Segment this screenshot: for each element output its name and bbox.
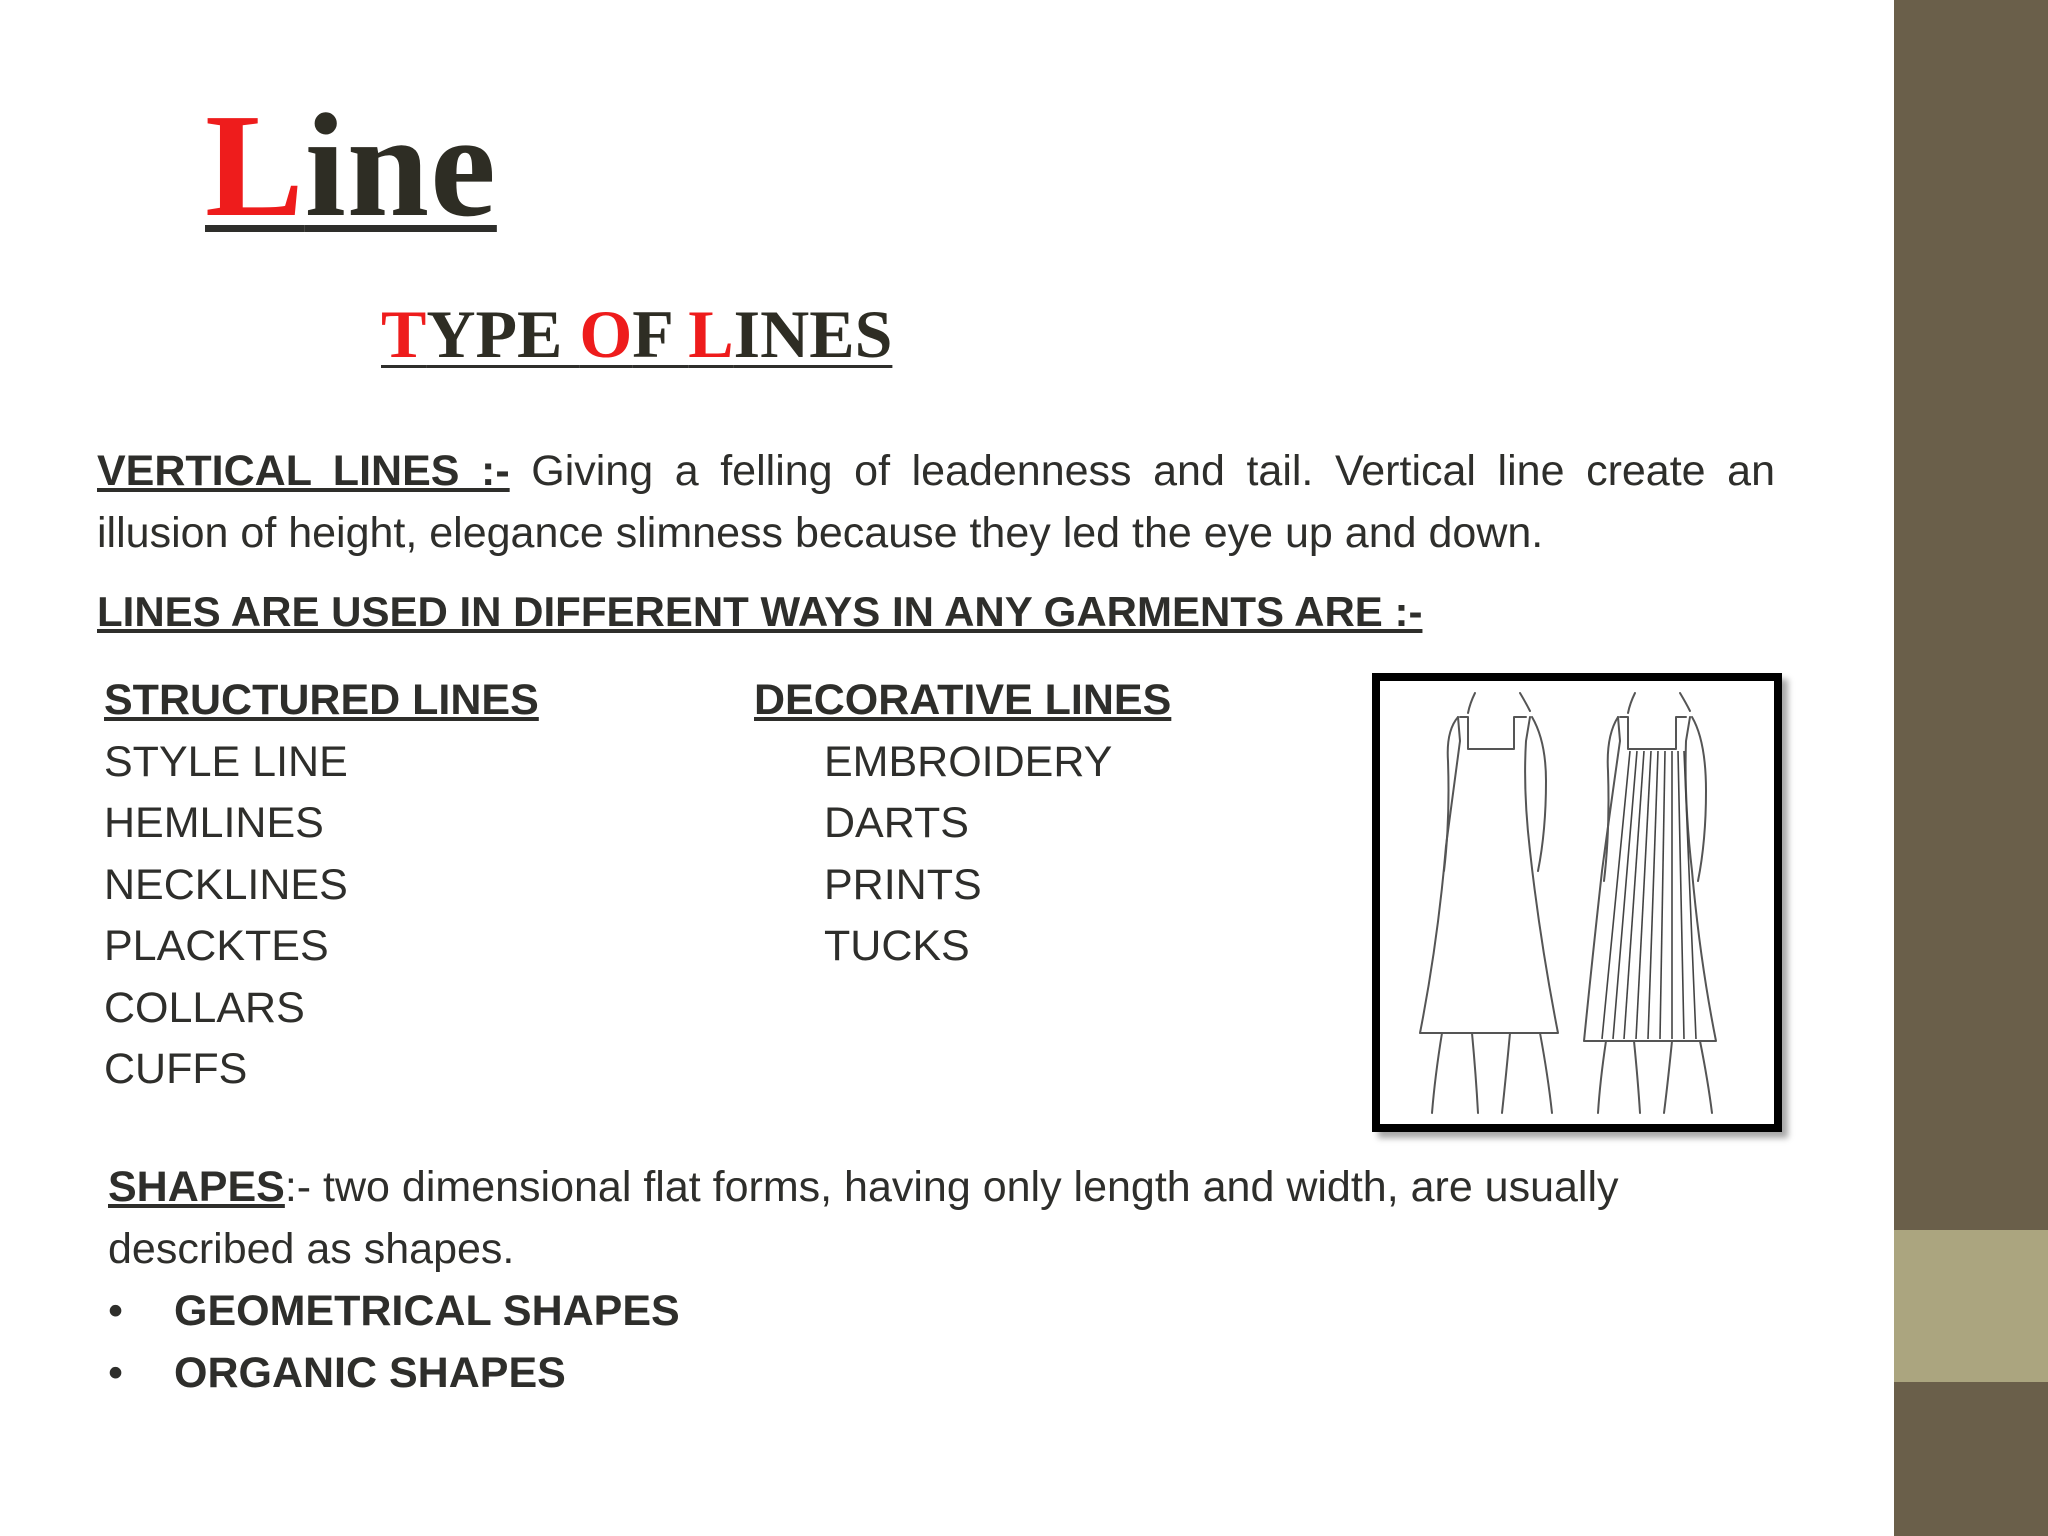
- structured-lines-column: [104, 670, 539, 1101]
- list-item: CUFFS: [104, 1045, 248, 1093]
- subtitle-part: T: [381, 296, 427, 372]
- decorative-lines-heading: DECORATIVE LINES: [754, 676, 1172, 724]
- title-initial: L: [205, 84, 305, 248]
- bullet-icon: •: [108, 1287, 124, 1335]
- list-item: PRINTS: [824, 860, 982, 909]
- bullet-icon: •: [108, 1349, 124, 1397]
- subtitle-part: INES: [733, 296, 893, 372]
- list-item: STYLE LINE: [104, 737, 348, 786]
- list-item: NECKLINES: [104, 860, 348, 909]
- title-rest: ine: [304, 84, 497, 248]
- subtitle-part: F: [632, 296, 689, 372]
- shapes-paragraph: [108, 1156, 1788, 1280]
- decorative-lines-column: [754, 670, 1171, 978]
- side-band-accent: [1894, 1230, 2048, 1382]
- structured-lines-heading: STRUCTURED LINES: [104, 676, 539, 724]
- dress-sketch-illustration: [1380, 681, 1774, 1124]
- shapes-text: :- two dimensional flat forms, having only length and width, are usually described as shapes.: [108, 1163, 1619, 1273]
- shape-type: ORGANIC SHAPES: [174, 1349, 566, 1397]
- subtitle-part: O: [579, 296, 633, 372]
- list-item: TUCKS: [824, 922, 970, 970]
- subtitle-part: L: [688, 296, 734, 372]
- dress-sketch-image: [1372, 673, 1782, 1132]
- vertical-lines-paragraph: [97, 440, 1775, 564]
- shapes-list: [108, 1280, 1788, 1404]
- usage-heading: LINES ARE USED IN DIFFERENT WAYS IN ANY GARMENTS ARE :-: [97, 588, 1423, 635]
- list-item: HEMLINES: [104, 799, 324, 847]
- shape-type: GEOMETRICAL SHAPES: [174, 1287, 680, 1335]
- slide-subtitle: [381, 296, 893, 372]
- list-item: COLLARS: [104, 983, 305, 1032]
- vertical-lines-label: VERTICAL LINES :-: [97, 447, 510, 495]
- vertical-lines-text: Giving a felling of leadenness and tail. Vertical line create an illusion of height, elegance slimness because they led the eye up and down.: [97, 447, 1775, 557]
- list-item: EMBROIDERY: [824, 737, 1113, 786]
- shapes-label: SHAPES: [108, 1163, 285, 1211]
- slide-title: [205, 84, 497, 248]
- list-item: [108, 1280, 1788, 1342]
- subtitle-part: YPE: [426, 296, 580, 372]
- list-item: [108, 1342, 1788, 1404]
- list-item: DARTS: [824, 799, 969, 847]
- list-item: PLACKTES: [104, 922, 329, 970]
- shapes-section: [108, 1156, 1788, 1404]
